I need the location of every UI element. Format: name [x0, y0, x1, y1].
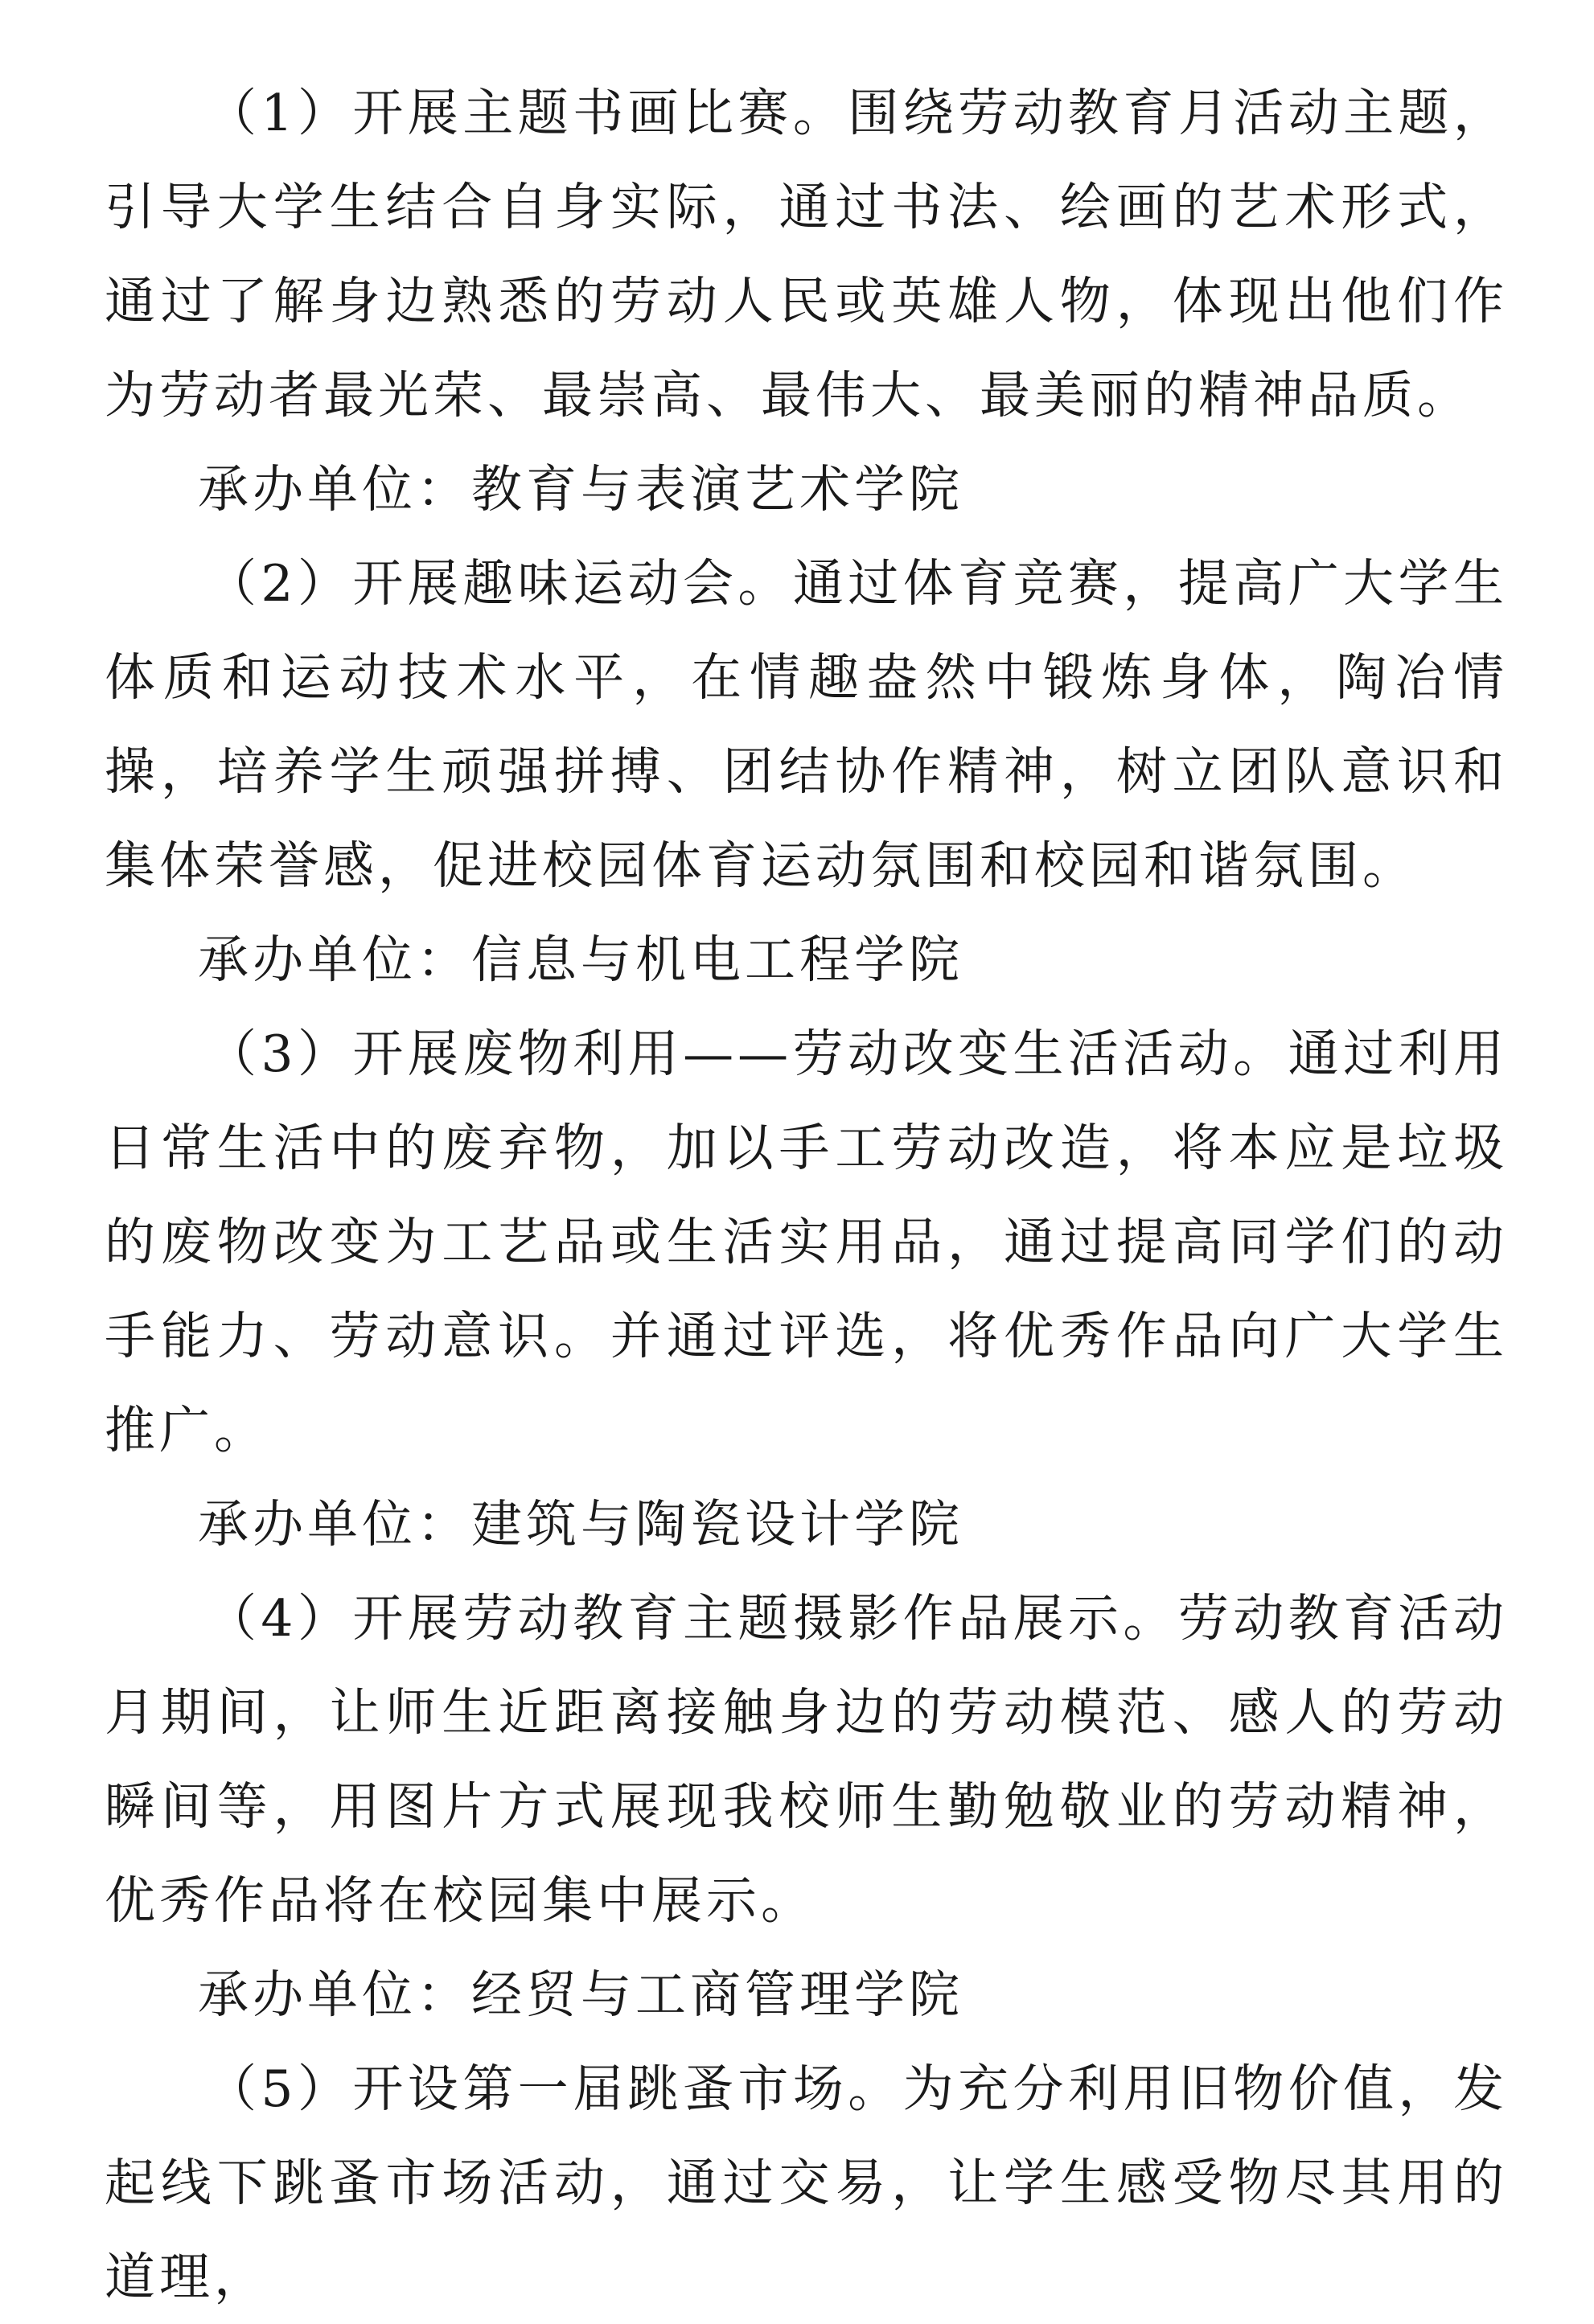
paragraph-2-sports-meet: （2）开展趣味运动会。通过体育竞赛，提高广大学生体质和运动技术水平，在情趣盎然中锻炼身体，陶冶情操，培养学生顽强拼搏、团结协作精神，树立团队意识和集体荣誉感，促进校园体育运动氛围和校园和谐氛围。: [105, 554, 1508, 895]
paragraph-4-photo-exhibition: （4）开展劳动教育主题摄影作品展示。劳动教育活动月期间，让师生近距离接触身边的劳动模范、感人的劳动瞬间等，用图片方式展现我校师生勤勉敬业的劳动精神，优秀作品将在校园集中展示。: [105, 1589, 1508, 1930]
paragraph-1-calligraphy-contest: （1）开展主题书画比赛。围绕劳动教育月活动主题，引导大学生结合自身实际，通过书法、绘画的艺术形式，通过了解身边熟悉的劳动人民或英雄人物，体现出他们作为劳动者最光荣、最崇高、最伟大、最美丽的精神品质。: [105, 84, 1508, 425]
paragraph-3-waste-reuse: （3）开展废物利用——劳动改变生活活动。通过利用日常生活中的废弃物，加以手工劳动改造，将本应是垃圾的废物改变为工艺品或生活实用品，通过提高同学们的动手能力、劳动意识。并通过评选，将优秀作品向广大学生推广。: [105, 1024, 1508, 1460]
host-unit-2: 承办单位：信息与机电工程学院: [198, 930, 963, 989]
host-unit-1: 承办单位：教育与表演艺术学院: [198, 460, 963, 519]
document-body: [105, 66, 1508, 2324]
host-unit-4: 承办单位：经贸与工商管理学院: [198, 1965, 963, 2024]
paragraph-5-flea-market: （5）开设第一届跳蚤市场。为充分利用旧物价值，发起线下跳蚤市场活动，通过交易，让学生感受物尽其用的道理，: [105, 2059, 1508, 2306]
host-unit-3: 承办单位：建筑与陶瓷设计学院: [198, 1495, 963, 1554]
